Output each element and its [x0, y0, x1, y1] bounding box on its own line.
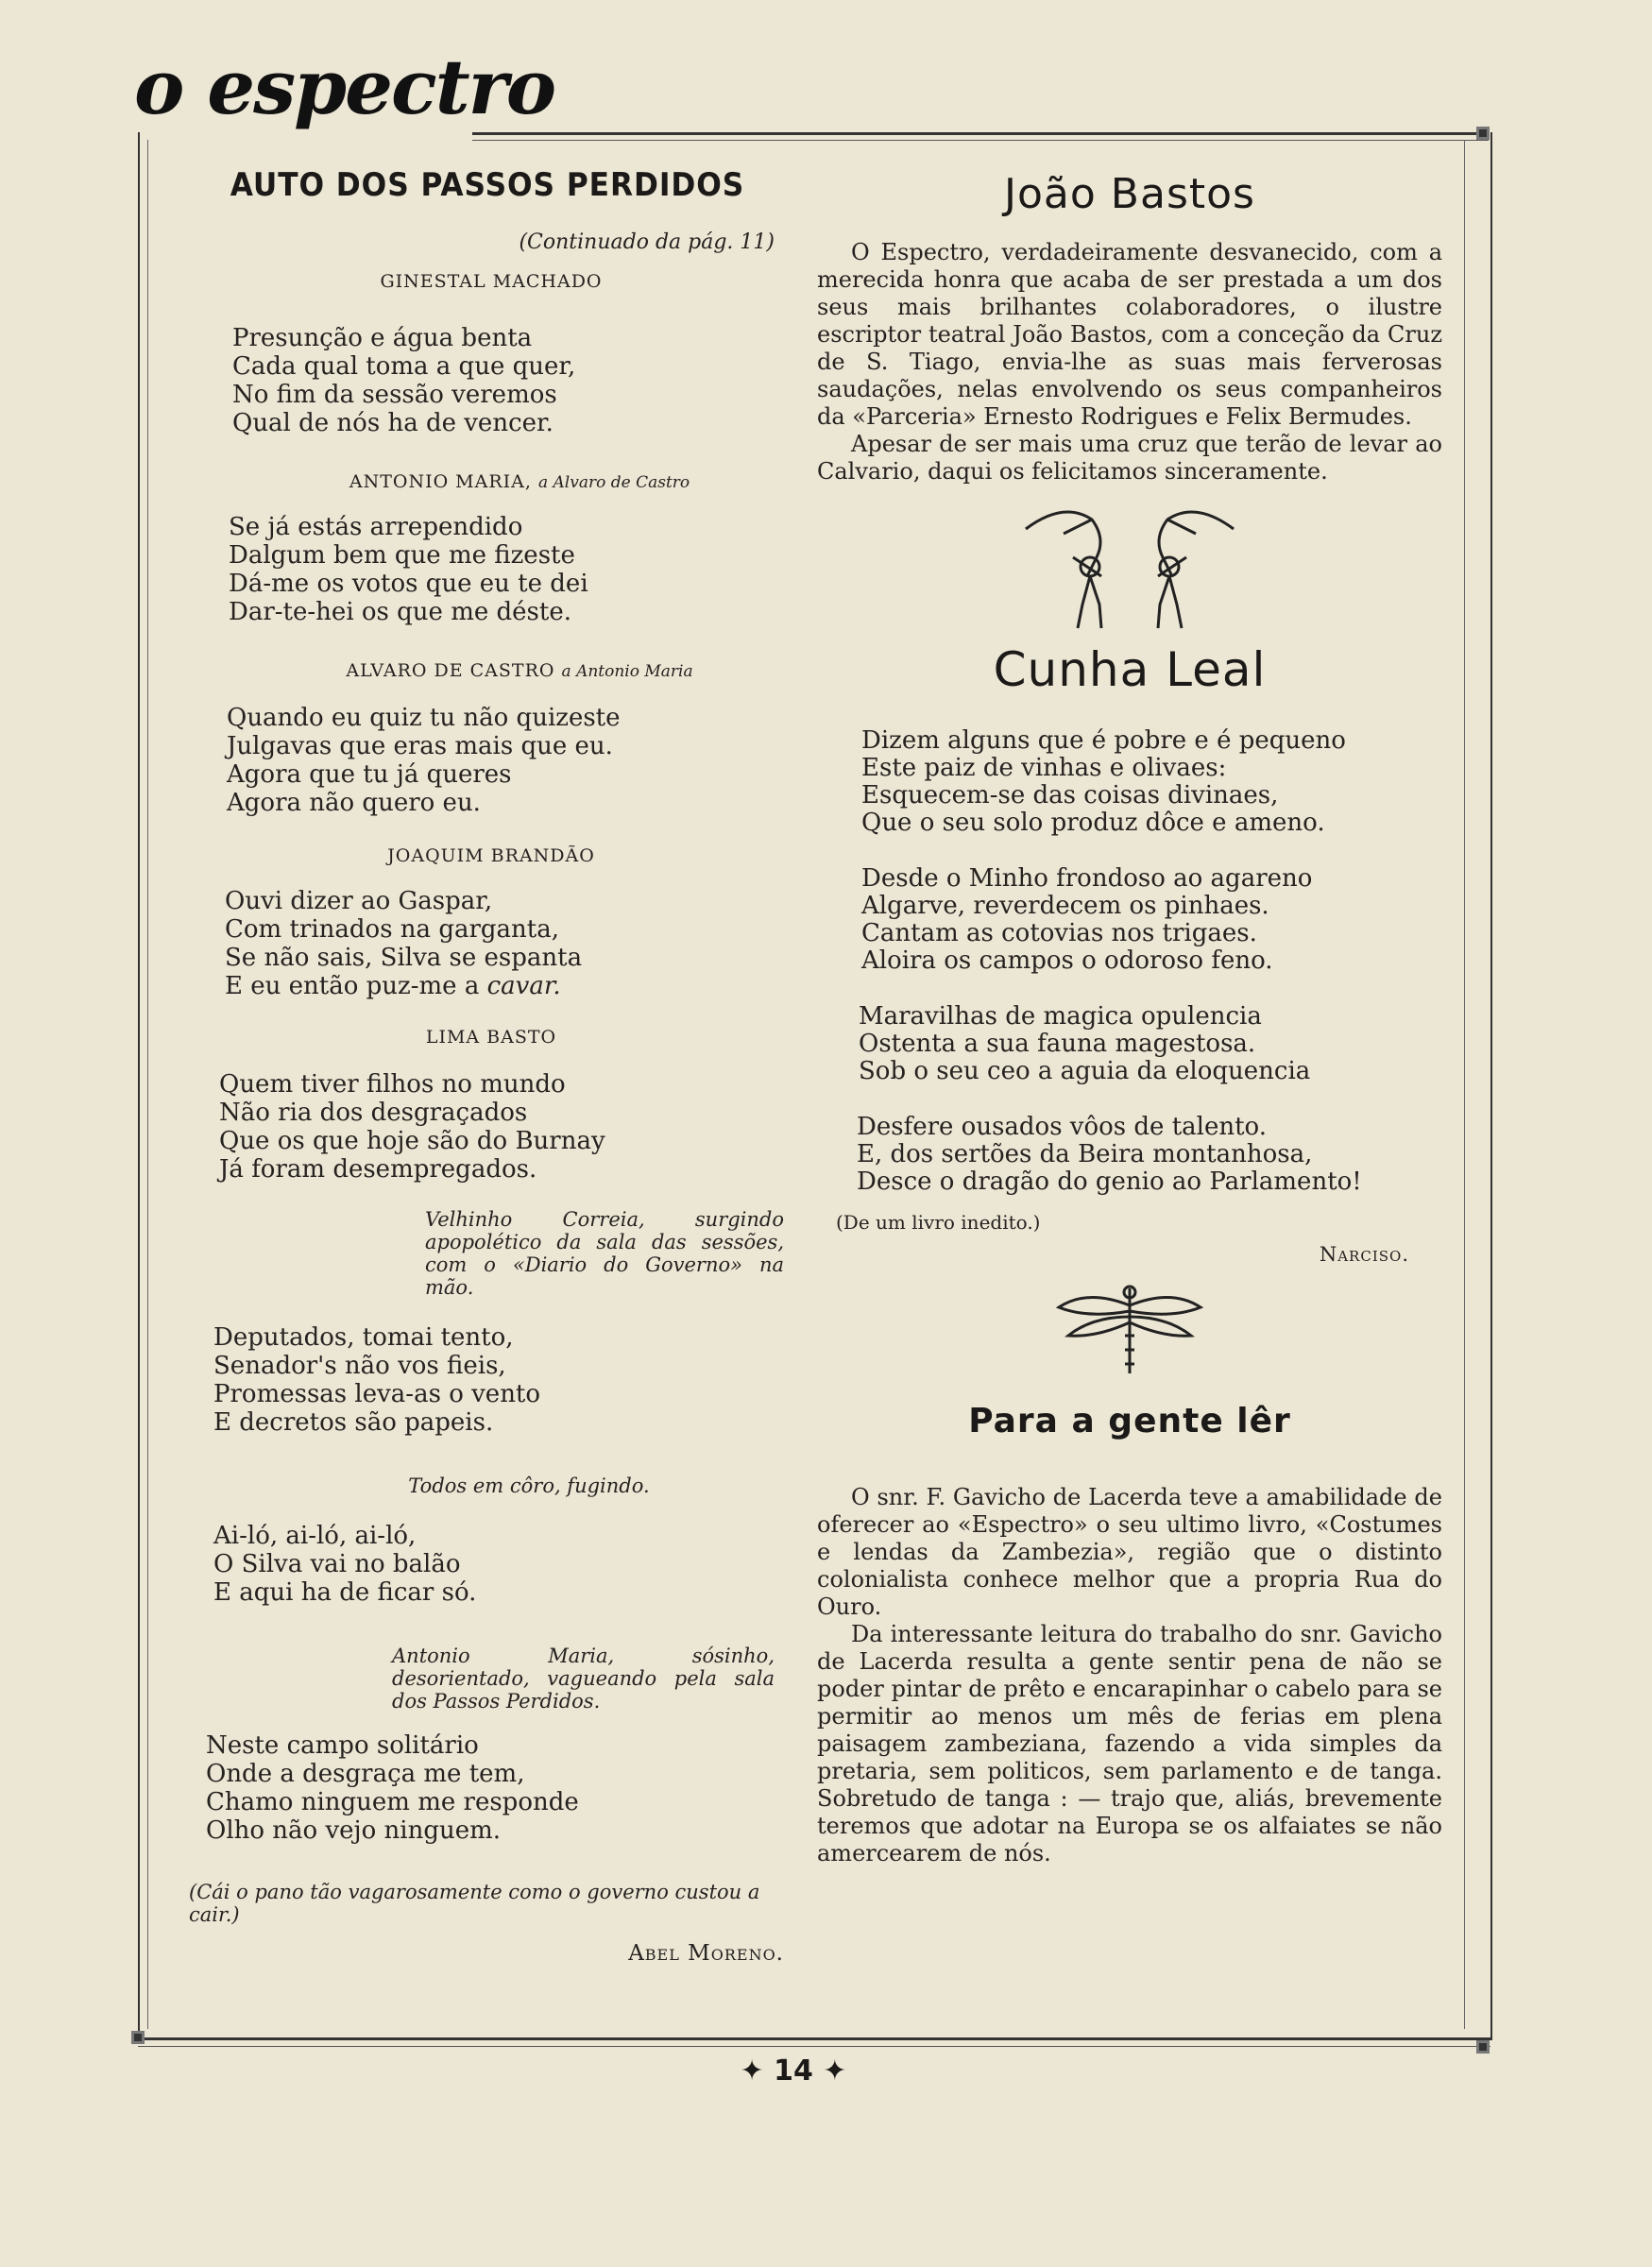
frame-top-rule-inner [472, 140, 1489, 141]
stanza-8 [206, 1731, 793, 1845]
verse-line: Não ria dos desgraçados [219, 1099, 528, 1127]
verse-line: Presunção e água benta [232, 324, 533, 352]
verse-line: Desde o Minho frondoso ao agareno [861, 864, 1313, 893]
author-signature: Narciso. [1319, 1243, 1409, 1266]
stanza-5 [219, 1070, 793, 1184]
stage-direction: Todos em côro, fugindo. [408, 1474, 650, 1497]
speaker-name: GINESTAL MACHADO [380, 271, 603, 292]
verse-line: O Silva vai no balão [213, 1550, 461, 1578]
verse-line: Ouvi dizer ao Gaspar, [225, 887, 493, 915]
verse-line: Este paiz de vinhas e olivaes: [861, 754, 1227, 782]
speaker-name: ALVARO DE CASTRO a Antonio Maria [346, 660, 693, 681]
verse-line: Que os que hoje são do Burnay [219, 1127, 605, 1155]
verse-line: Já foram desempregados. [219, 1155, 537, 1184]
stanza-1 [232, 324, 793, 437]
verse-line: E, dos sertões da Beira montanhosa, [857, 1140, 1313, 1168]
sonnet-quatrain-2 [861, 865, 1442, 975]
verse-line: Deputados, tomai tento, [213, 1323, 514, 1352]
speaker-name: LIMA BASTO [425, 1027, 557, 1048]
verse-line: Cantam as cotovias nos trigaes. [861, 919, 1257, 947]
verse-line: Com trinados na garganta, [225, 915, 559, 944]
verse-line: Qual de nós ha de vencer. [232, 409, 554, 437]
corner-ornament [131, 2031, 145, 2044]
article-paragraph: O snr. F. Gavicho de Lacerda teve a amabilidade de oferecer ao «Espectro» o seu ultimo livro, «Costumes e lendas da Zambezia», região que o distinto colonialista conhece melhor que a propria Rua do Ouro. [817, 1484, 1442, 1620]
continued-note: (Continuado da pág. 11) [519, 230, 775, 254]
verse-line: Agora que tu já queres [227, 760, 512, 789]
verse-line: Onde a desgraça me tem, [206, 1760, 525, 1788]
verse-line: Esquecem-se das coisas divinaes, [861, 781, 1279, 810]
article-paragraph: O Espectro, verdadeiramente desvanecido, com a merecida honra que acaba de ser prestada a um dos seus mais brilhantes colaboradores, o ilustre escriptor teatral João Bastos, com a conceção da Cruz de S. Tiago, envia-lhe as suas mais ferverosas saudações, nelas envolvendo os seus companheiros da «Parceria» Ernesto Rodrigues e Felix Bermudes. [817, 239, 1442, 430]
verse-line: Desfere ousados vôos de talento. [857, 1113, 1268, 1141]
verse-line: Que o seu solo produz dôce e ameno. [861, 809, 1325, 837]
masthead-logo: o espectro [134, 43, 555, 131]
sonnet-tercet-2 [857, 1114, 1442, 1196]
verse-line: Agora não quero eu. [227, 789, 481, 817]
source-note: (De um livro inedito.) [836, 1211, 1041, 1234]
verse-line: Algarve, reverdecem os pinhaes. [861, 892, 1269, 920]
verse-line: Se não sais, Silva se espanta [225, 944, 583, 972]
verse-line: Quando eu quiz tu não quizeste [227, 704, 621, 732]
speaker-name: ANTONIO MARIA, a Alvaro de Castro [349, 471, 690, 492]
stage-direction: Velhinho Correia, surgindo apopolético da sala das sessões, com o «Diario do Governo» na mão. [425, 1208, 784, 1299]
verse-line: Promessas leva-as o vento [213, 1380, 541, 1408]
article-paragraph: Da interessante leitura do trabalho do snr. Gavicho de Lacerda resulta a gente sentir pena de não se poder pintar de prêto e encarapinhar o cabelo para se permitir ao menos um mês de ferias em plena paisagem zambeziana, fazendo a vida simples da pretaria, sem politicos, sem parlamento e de tanga. Sobretudo de tanga : — trajo que, aliás, brevemente teremos que adotar na Europa se os alfaiates se não amercearem de nós. [817, 1621, 1442, 1866]
stage-direction: Antonio Maria, sósinho, desorientado, vagueando pela sala dos Passos Perdidos. [392, 1645, 775, 1713]
author-signature: Abel Moreno. [628, 1941, 784, 1966]
corner-ornament [1476, 2040, 1490, 2054]
verse-line: Desce o dragão do genio ao Parlamento! [857, 1168, 1362, 1196]
verse-line: Dalgum bem que me fizeste [229, 541, 575, 570]
verse-line: Neste campo solitário [206, 1731, 479, 1760]
frame-bottom-rule-inner [138, 2046, 1490, 2047]
article-title: Para a gente lêr [968, 1402, 1291, 1440]
verse-line: Senador's não vos fieis, [213, 1352, 506, 1380]
verse-line: E eu então puz-me a cavar. [225, 972, 561, 1000]
verse-line: Sob o seu ceo a aguia da eloquencia [859, 1057, 1311, 1085]
article-title: AUTO DOS PASSOS PERDIDOS [230, 166, 745, 204]
stanza-6 [213, 1323, 793, 1437]
verse-line: No fim da sessão veremos [232, 381, 557, 409]
verse-line: Dar-te-hei os que me déste. [229, 598, 571, 626]
verse-line: Cada qual toma a que quer, [232, 352, 576, 381]
article-paragraph: Apesar de ser mais uma cruz que terão de levar ao Calvario, daqui os felicitamos sinceramente. [817, 431, 1442, 485]
stanza-4 [225, 887, 793, 1000]
verse-line: Aloira os campos o odoroso feno. [861, 946, 1273, 975]
verse-line: Ai-ló, ai-ló, ai-ló, [213, 1522, 417, 1550]
sonnet-quatrain-1 [861, 727, 1442, 837]
verse-line: Quem tiver filhos no mundo [219, 1070, 566, 1099]
sonnet-tercet-1 [859, 1003, 1442, 1085]
verse-line: Se já estás arrependido [229, 513, 523, 541]
article-title: Cunha Leal [993, 642, 1267, 697]
verse-line: Julgavas que eras mais que eu. [227, 732, 613, 760]
dragonfly-illustration [1049, 1279, 1210, 1383]
stanza-3 [227, 704, 793, 817]
article-title: João Bastos [1004, 170, 1255, 218]
verse-line: Maravilhas de magica opulencia [859, 1002, 1262, 1031]
verse-line: Olho não vejo ninguem. [206, 1816, 502, 1845]
frame-inner-right-rule [1464, 140, 1465, 2029]
speaker-name: JOAQUIM BRANDÃO [387, 845, 595, 866]
verse-line: Ostenta a sua fauna magestosa. [859, 1030, 1256, 1058]
frame-inner-left-rule [147, 140, 148, 2029]
left-column [189, 161, 793, 1966]
frame-top-rule [472, 132, 1489, 135]
verse-line: Chamo ninguem me responde [206, 1788, 579, 1816]
verse-line: Dizem alguns que é pobre e é pequeno [861, 726, 1346, 755]
acrobats-illustration [1007, 501, 1252, 633]
verse-line: E aqui ha de ficar só. [213, 1578, 477, 1607]
corner-ornament [1476, 127, 1490, 140]
page-number: ✦ 14 ✦ [740, 2054, 847, 2088]
stanza-7 [213, 1522, 793, 1607]
right-column [817, 170, 1442, 1867]
verse-line: E decretos são papeis. [213, 1408, 494, 1437]
verse-line: Dá-me os votos que eu te dei [229, 570, 588, 598]
stanza-2 [229, 513, 793, 626]
closing-stage-direction: (Cái o pano tão vagarosamente como o governo custou a cair.) [189, 1881, 760, 1926]
